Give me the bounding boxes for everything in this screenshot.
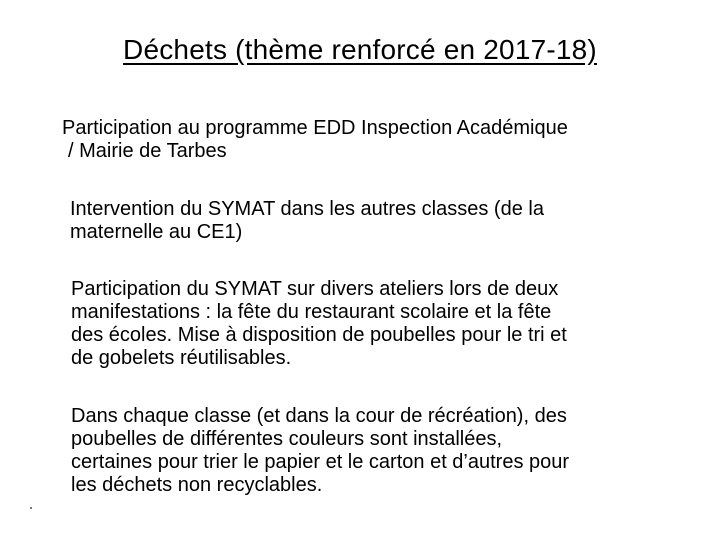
paragraph-edd-program [62,117,568,163]
paragraph-line: de gobelets réutilisables. [71,347,292,369]
paragraph-line: Intervention du SYMAT dans les autres classes (de la [70,198,544,220]
paragraph-line: manifestations : la fête du restaurant scolaire et la fête [71,301,552,323]
paragraph-classroom-bins [71,405,569,497]
paragraph-line: Dans chaque classe (et dans la cour de récréation), des [71,405,567,427]
paragraph-line: les déchets non recyclables. [71,474,323,496]
paragraph-line: maternelle au CE1) [70,221,243,243]
paragraph-line: certaines pour trier le papier et le carton et d’autres pour [71,451,570,473]
stray-dot [30,507,32,509]
paragraph-symat-intervention [70,198,544,244]
paragraph-line: Participation du SYMAT sur divers ateliers lors de deux [71,278,559,300]
paragraph-line: Participation au programme EDD Inspection Académique [62,117,568,139]
paragraph-line: des écoles. Mise à disposition de poubelles pour le tri et [71,324,567,346]
paragraph-symat-workshops [71,278,567,370]
slide-title: Déchets (thème renforcé en 2017-18) [123,34,597,65]
paragraph-line: poubelles de différentes couleurs sont installées, [71,428,503,450]
paragraph-line: / Mairie de Tarbes [68,140,227,162]
